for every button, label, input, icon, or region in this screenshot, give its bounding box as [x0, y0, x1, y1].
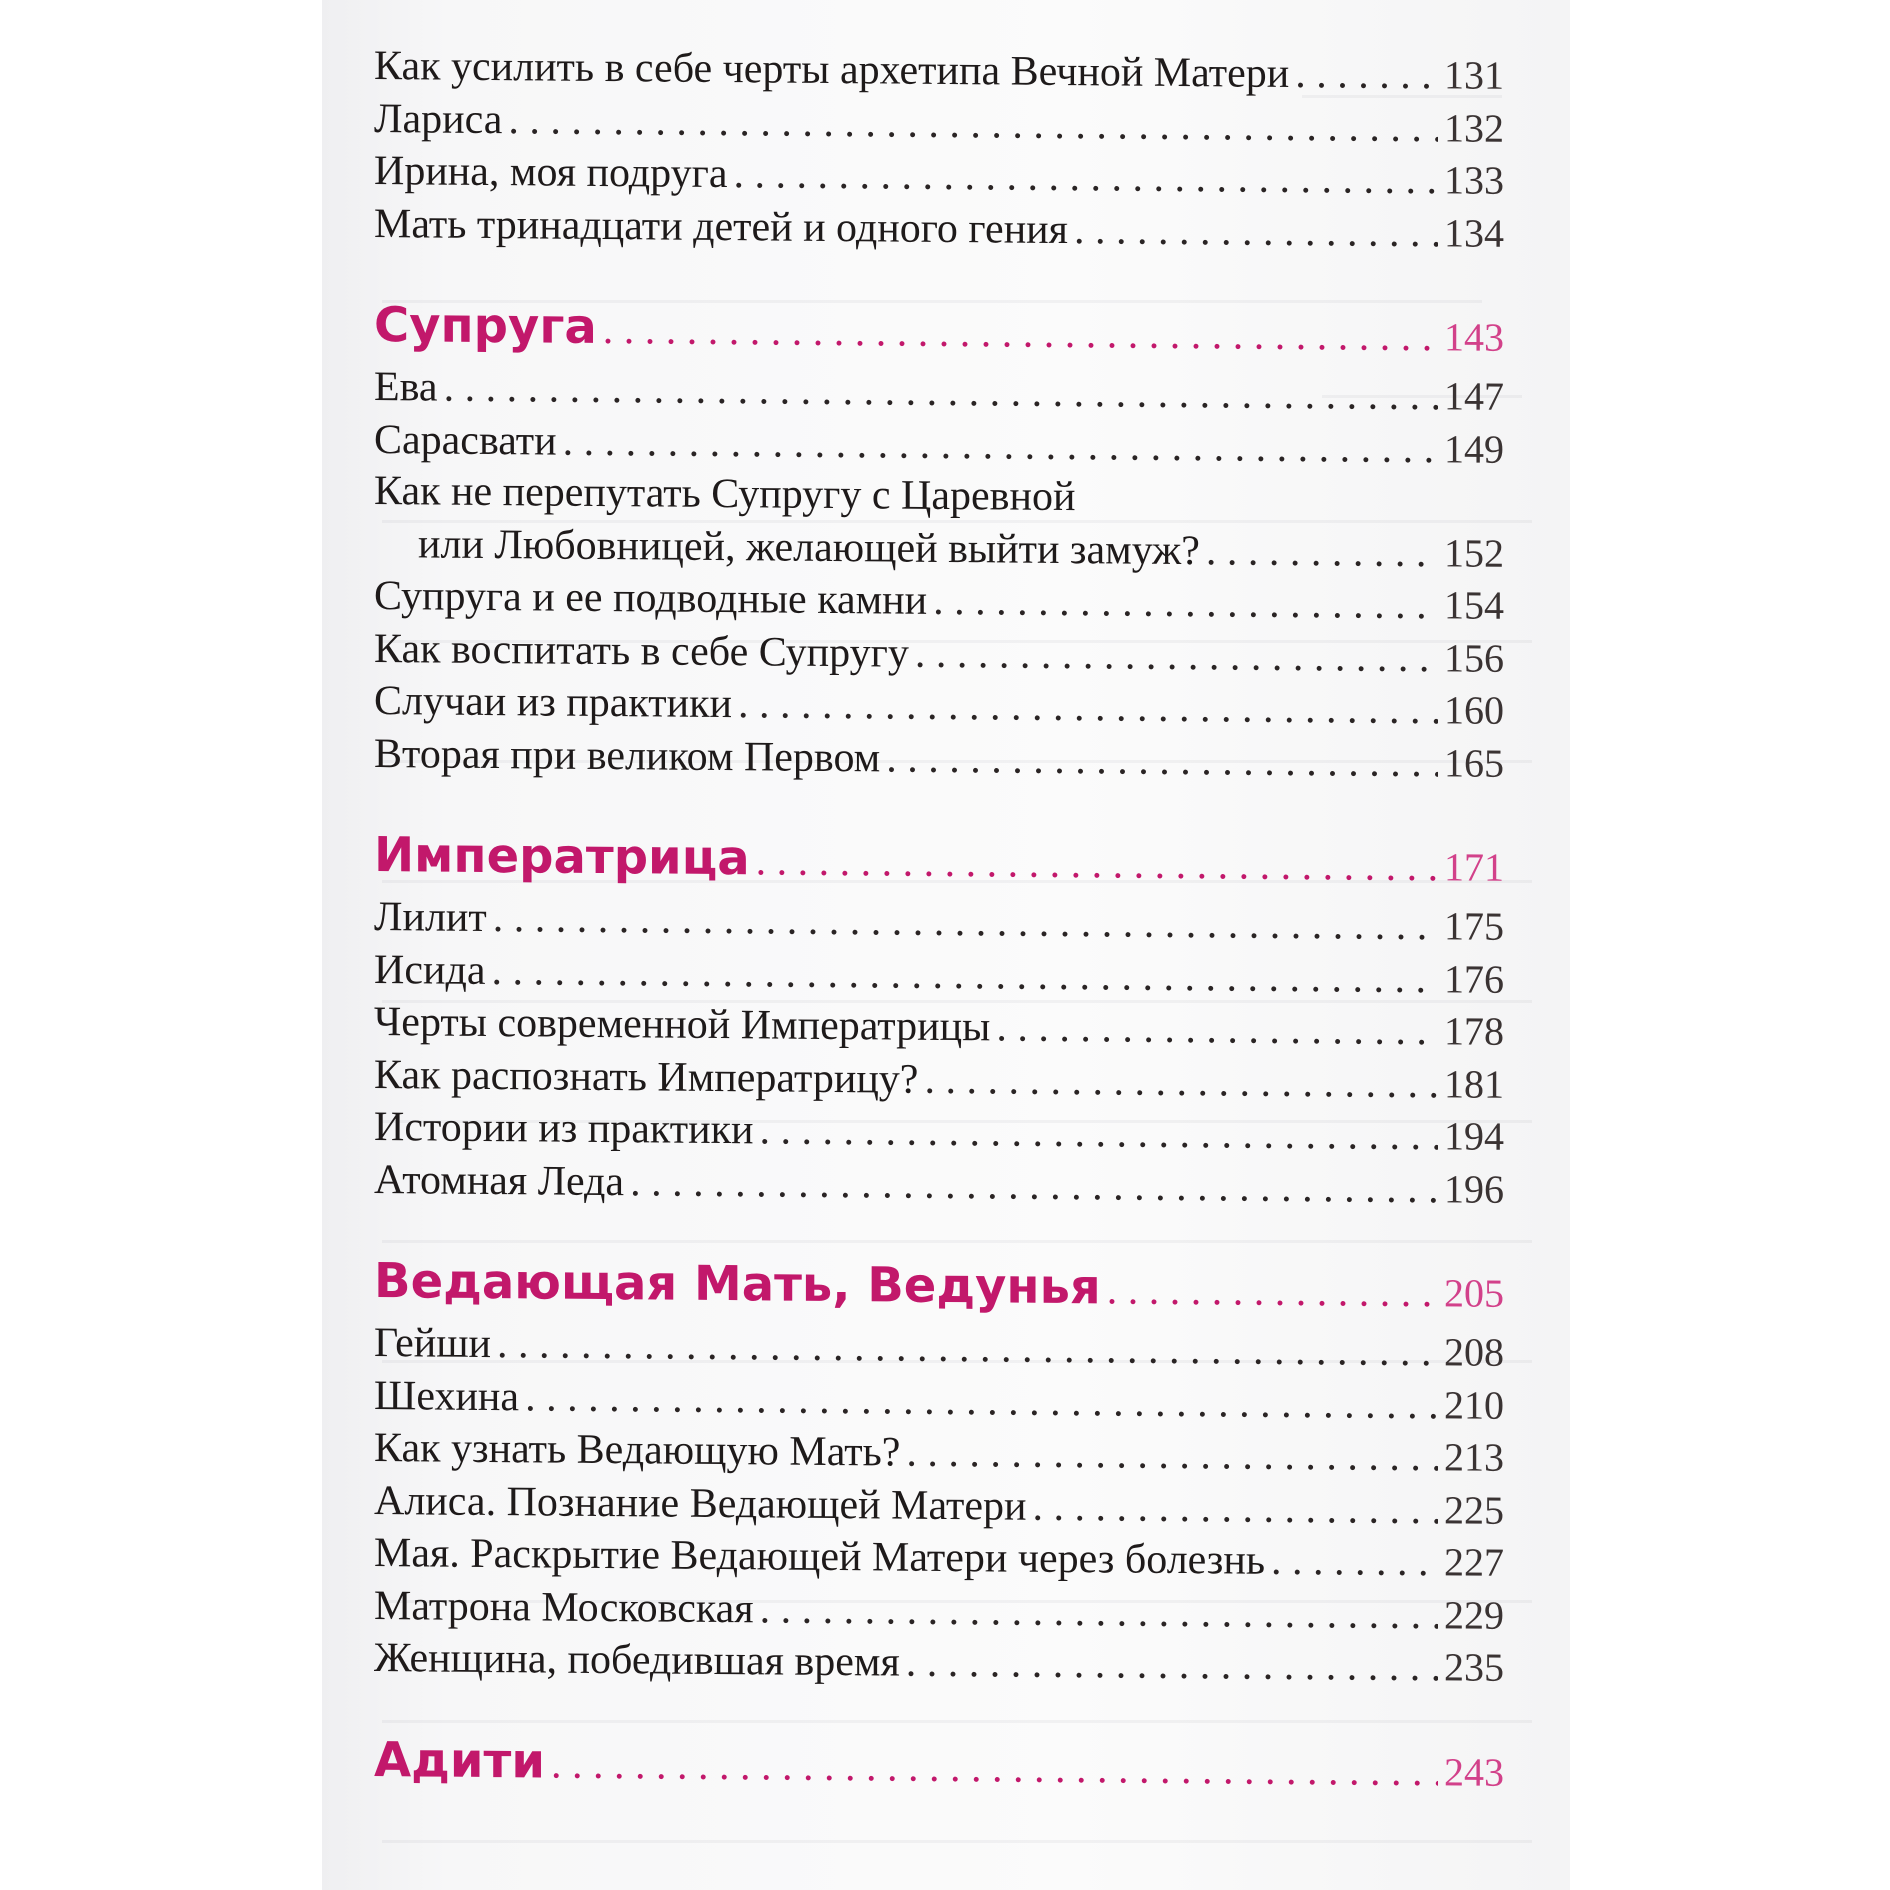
dot-leader — [760, 1584, 1438, 1641]
toc-entry-title: Случаи из практики — [374, 678, 732, 728]
dot-leader — [933, 576, 1438, 632]
dot-leader — [551, 1731, 1438, 1805]
dot-leader — [1271, 1536, 1438, 1589]
book-page — [322, 0, 1570, 1890]
dot-leader — [733, 149, 1438, 207]
dot-leader — [1033, 1481, 1438, 1536]
dot-leader — [491, 946, 1438, 1006]
toc-entry-title: Исида — [374, 946, 486, 994]
toc-entry-title: Истории из практики — [374, 1104, 754, 1154]
dot-leader — [1074, 205, 1438, 260]
toc-entry-title: Лариса — [374, 95, 503, 143]
toc-entry-title: Вторая при великом Первом — [374, 730, 881, 781]
dot-leader — [630, 1157, 1438, 1216]
dot-leader — [924, 1054, 1438, 1110]
toc-entry-title: Мая. Раскрытие Ведающей Матери через болезнь — [374, 1530, 1266, 1584]
toc-entry-page: 194 — [1444, 1113, 1504, 1159]
toc-entry-page: 160 — [1444, 687, 1504, 733]
toc-entry — [374, 728, 1504, 790]
toc-entry-title: Ирина, моя подруга — [374, 148, 728, 198]
section-heading-page: 171 — [1444, 844, 1504, 890]
toc-entry-page: 165 — [1444, 739, 1504, 786]
toc-entry-page: 210 — [1444, 1381, 1504, 1428]
dot-leader — [1295, 49, 1438, 102]
toc-entry-title: Гейши — [374, 1320, 492, 1368]
toc-entry — [374, 675, 1504, 737]
toc-entry-page: 213 — [1444, 1434, 1504, 1480]
toc-entry-title: Как узнать Ведающую Мать? — [374, 1425, 901, 1476]
section-heading-title: Ведающая Мать, Ведунья — [374, 1253, 1101, 1316]
toc-entry-page: 131 — [1444, 52, 1504, 98]
toc-entry-page: 196 — [1444, 1165, 1504, 1212]
toc-entry-page: 132 — [1444, 104, 1504, 151]
toc-entry — [374, 1580, 1504, 1642]
table-of-contents — [374, 40, 1504, 1805]
toc-entry-title: Атомная Леда — [374, 1156, 625, 1205]
toc-entry-page: 152 — [1444, 529, 1504, 576]
toc-entry-page: 133 — [1444, 157, 1504, 203]
toc-entry-page: 229 — [1444, 1591, 1504, 1638]
dot-leader — [497, 1319, 1438, 1379]
toc-entry — [374, 996, 1504, 1058]
toc-entry-page: 181 — [1444, 1060, 1504, 1107]
toc-entry-continuation — [374, 518, 1504, 580]
toc-entry-page: 154 — [1444, 582, 1504, 628]
dot-leader — [915, 628, 1438, 684]
toc-entry-title: Как усилить в себе черты архетипа Вечной Матери — [374, 43, 1290, 97]
toc-entry-title: Шехина — [374, 1372, 520, 1420]
section-heading-title: Адити — [374, 1731, 545, 1789]
toc-entry-title: Лилит — [374, 894, 487, 941]
dot-leader — [738, 679, 1438, 737]
dot-leader — [603, 297, 1438, 370]
toc-entry-page: 178 — [1444, 1008, 1504, 1054]
dot-leader — [906, 1638, 1438, 1694]
dot-leader — [444, 363, 1438, 423]
toc-entry-first-line — [374, 466, 1504, 527]
toc-entry-page: 156 — [1444, 634, 1504, 681]
dot-leader — [508, 95, 1438, 155]
dot-leader — [996, 1002, 1438, 1057]
toc-entry-title: Женщина, победившая время — [374, 1635, 900, 1686]
section-heading-title: Императрица — [374, 827, 750, 887]
toc-entry-title: Как воспитать в себе Супругу — [374, 625, 909, 677]
section-heading-page: 143 — [1444, 314, 1504, 360]
toc-entry-page: 227 — [1444, 1539, 1504, 1585]
toc-entry-title-cont: или Любовницей, желающей выйти замуж? — [418, 520, 1200, 574]
toc-entry-title: Ева — [374, 364, 438, 411]
toc-entry — [374, 891, 1504, 953]
dot-leader — [756, 828, 1438, 900]
toc-entry — [374, 944, 1504, 1006]
toc-entry — [374, 623, 1504, 685]
toc-entry — [374, 1632, 1504, 1694]
toc-entry-page: 149 — [1444, 425, 1504, 472]
toc-entry-title: Черты современной Императрицы — [374, 999, 991, 1051]
toc-entry — [374, 1154, 1504, 1216]
toc-entry — [374, 1527, 1504, 1589]
dot-leader — [906, 1428, 1438, 1484]
toc-entry — [374, 1317, 1504, 1379]
toc-entry-page: 208 — [1444, 1329, 1504, 1375]
toc-entry-title: Матрона Московская — [374, 1582, 754, 1632]
toc-entry-title: Мать тринадцати детей и одного гения — [374, 200, 1068, 253]
dot-leader — [1206, 526, 1438, 580]
toc-entry-page: 134 — [1444, 209, 1504, 256]
dot-leader — [886, 733, 1438, 789]
toc-entry — [374, 40, 1504, 102]
section-heading-title: Супруга — [374, 297, 597, 355]
toc-entry — [374, 198, 1504, 260]
toc-entry — [374, 361, 1504, 423]
toc-entry-page: 235 — [1444, 1644, 1504, 1690]
toc-entry-title: Сарасвати — [374, 416, 557, 465]
toc-entry — [374, 145, 1504, 207]
dot-leader — [525, 1372, 1438, 1431]
dot-leader — [493, 893, 1438, 953]
dot-leader — [563, 416, 1438, 475]
toc-entry-page: 147 — [1444, 373, 1504, 419]
toc-entry — [374, 1049, 1504, 1111]
toc-entry — [374, 1101, 1504, 1163]
toc-entry-title: Как распознать Императрицу? — [374, 1051, 919, 1103]
toc-entry — [374, 93, 1504, 155]
toc-entry-page: 175 — [1444, 903, 1504, 949]
toc-entry — [374, 1370, 1504, 1432]
toc-entry-page: 176 — [1444, 955, 1504, 1002]
toc-entry-title: Как не перепутать Супругу с Царевной — [374, 468, 1076, 521]
toc-entry — [374, 1475, 1504, 1537]
toc-entry-page: 225 — [1444, 1486, 1504, 1533]
toc-entry-title: Супруга и ее подводные камни — [374, 573, 928, 624]
section-heading — [374, 822, 1504, 901]
toc-entry — [374, 1422, 1504, 1484]
section-heading — [374, 292, 1504, 371]
section-heading-page: 243 — [1444, 1748, 1504, 1795]
section-heading — [374, 1248, 1504, 1327]
toc-entry-title: Алиса. Познание Ведающей Матери — [374, 1477, 1027, 1530]
dot-leader — [1107, 1257, 1438, 1326]
section-heading-page: 205 — [1444, 1270, 1504, 1316]
section-heading — [374, 1727, 1504, 1806]
dot-leader — [759, 1105, 1438, 1162]
toc-entry — [374, 570, 1504, 632]
